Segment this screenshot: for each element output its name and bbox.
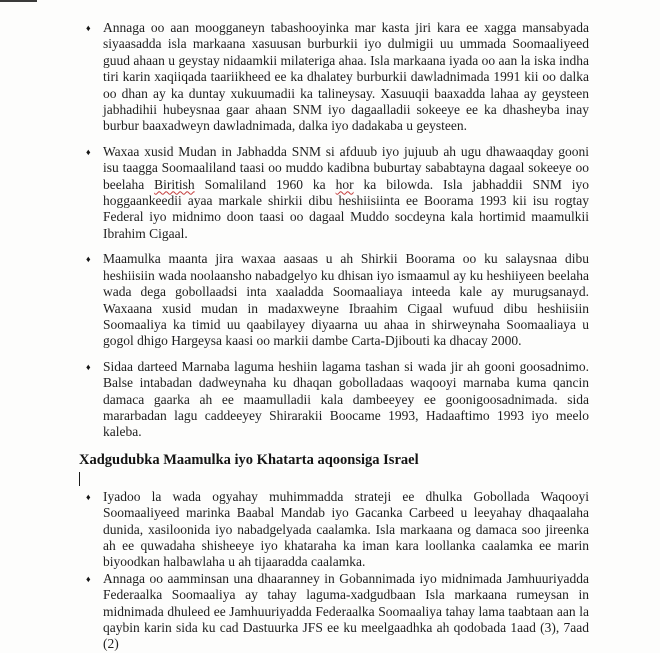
paragraph-segment[interactable]: Somaliland 1960 ka	[194, 176, 336, 192]
paragraph-segment[interactable]: Waxaa xusid Mudan in Jabhadda SNM si afduub iyo jujuub ah ugu dhawaaqday gooni isu taagga Soomaaliland taasi oo muddo kadibna buburtay sababtayna dagaal sokeeye oo beelaha	[103, 143, 589, 192]
bullet-diamond-icon: ♦	[86, 254, 91, 265]
paragraph-snm-grievances[interactable]: Annaga oo aan moogganeyn tabashooyinka mar kasta jiri kara ee xagga mansabyada siyaasadda isla markaana xasuusan burburkii iyo dulmigii uu ummada Soomaaliyeed guud ahaan u geystay nidaamkii milateriga ahaa. Isla markaana iyada oo aan la iska indha tiri karin xaqiiqada taariikheed ee ka dhalatey burburkii dawladnimada 1991 kii oo dalka oo dhan ay ka duntay xukuumadii ka talineysay. Xasuuqii baaxadda lahaa ay geysteen jabhadihii hubeysnaa gaar ahaan SNM iyo dagaalladii sokeeye ee ka dhasheyba inay burbur baaxadweyn dawladnimada, dalka iyo dadakaba u geysteen.	[103, 20, 589, 134]
bullet-diamond-icon: ♦	[86, 146, 91, 157]
paragraph-sovereignty[interactable]: Annaga oo aamminsan una dhaaranney in Gobannimada iyo midnimada Jamhuuriyadda Federaalka Soomaaliya ay tahay laguma-xadgudbaan Isla markaana rumeysan in midnimada dhuleed ee Jamhuuriyadda Federaalka Soomaaliya tahay lama taabtaan aan la qaybin karin sida ku cad Dastuurka JFS ee ku meelgaadhka ah qodobada 1aad (3), 7aad (2)	[103, 570, 589, 652]
bullet-diamond-icon: ♦	[86, 491, 91, 502]
document-page	[79, 20, 589, 653]
section-heading[interactable]: Xadgudubka Maamulka iyo Khatarta aqoonsiga Israel	[79, 451, 419, 468]
paragraph-snm-secession[interactable]	[103, 144, 589, 242]
screen-edge-artifact	[0, 0, 37, 2]
misspelled-word[interactable]: hor	[335, 176, 354, 192]
list-item	[79, 489, 589, 571]
paragraph-boorama-conference[interactable]: Maamulka maanta jira waxaa aasaas u ah Shirkii Boorama oo ku salaysnaa dibu heshiisiin wada noolaansho nabadgelyo ku dhisan iyo ismaamul ay ku heshiiyeen beelaha wada dega gobollaadsi inta xaaladda Soomaaliaya inteeda kale ay murugsanayd. Waxaana xusid mudan in madaxweyne Ibraahim Cigaal wufuud dibu heshiisiin Soomaaliya ka timid uu qaabilayey diyaarna uu ahaa in shirweynaha Soomaaliaya u gogol dhigo Hargeysa kaasi oo markii dambe Carta-Djibouti ka dhacay 2000.	[103, 251, 589, 349]
bullet-diamond-icon: ♦	[86, 361, 91, 372]
list-item	[79, 571, 589, 653]
paragraph-strategic-importance[interactable]: Iyadoo la wada ogyahay muhimmadda strateji ee dhulka Gobollada Waqooyi Soomaaliyeed marinka Baabal Mandab iyo Gacanka Carbeed u leeyahay dhaqaalaha dunida, xasiloonida iyo nabadgelyada caalamka. Isla markaana og damaca soo jireenka ah ee quwadaha shisheeye iyo khataraha ka iman kara loollanka caalamka ee marin biyoodkan halbawlaha u ah tijaaradda caalamka.	[103, 488, 589, 570]
text-cursor-caret	[79, 472, 80, 486]
paragraph-segment[interactable]: ka bilowda. Isla jabhaddii SNM iyo hoggaankeedii ayaa markale shirkii dibu heshiisiinta ee Boorama 1993 kii isu rogtay Federal iyo midnimo doon taasi oo dagaal Muddo socdeyna kala hortimid maamulkii Ibrahim Cigaal.	[103, 176, 589, 241]
list-item	[79, 144, 589, 242]
bullet-diamond-icon: ♦	[86, 23, 91, 33]
list-item	[79, 20, 589, 135]
bullet-diamond-icon: ♦	[86, 573, 91, 584]
paragraph-no-consensus[interactable]: Sidaa darteed Marnaba laguma heshiin lagama tashan si wada jir ah gooni goosadnimo. Balse intabadan dadweynaha ku dhaqan gobolladaas waqooyi marnaba kuma qancin damaca gaarka ah ee maamulladii kala dambeeyey ee goonigoosadnimada. sida mararbadan lagu caddeeyey Shirarakii Boocame 1993, Hadaaftimo 1993 iyo meelo kaleba.	[103, 358, 589, 440]
list-item	[79, 359, 589, 441]
misspelled-word[interactable]: Biritish	[154, 176, 195, 192]
list-item	[79, 251, 589, 349]
